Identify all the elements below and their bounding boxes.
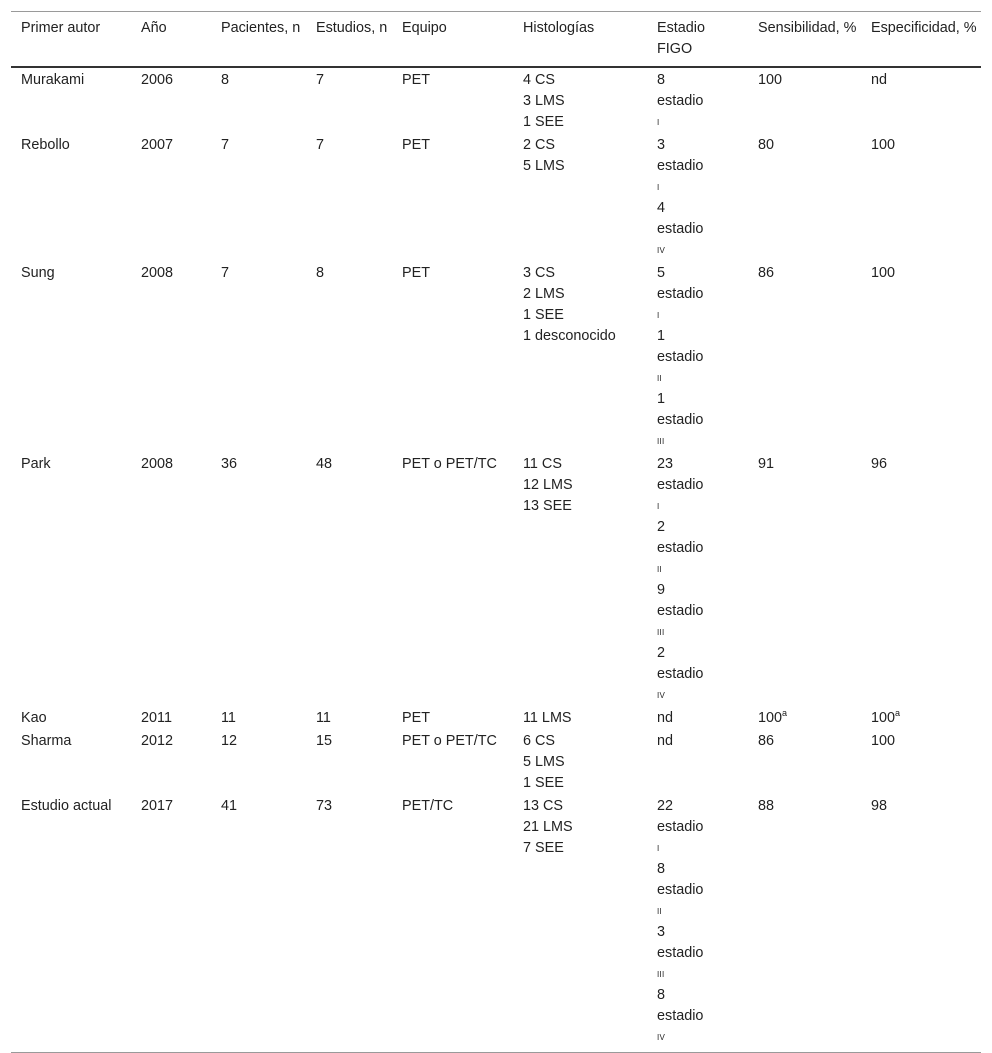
histology-line: 5 LMS: [523, 754, 565, 770]
stage-count: 23: [657, 456, 674, 472]
header-sensibilidad: Sensibilidad, %: [748, 12, 861, 68]
stage-word: estadio: [657, 477, 704, 493]
stage-label: [657, 219, 744, 240]
cell-pacientes: 8: [221, 72, 230, 88]
stage-count: 3: [657, 137, 666, 153]
cell-sensibilidad-value: 88: [758, 798, 775, 814]
stage-count: 5: [657, 265, 666, 281]
stage-word: estadio: [657, 412, 704, 428]
stage-roman: I: [657, 311, 660, 320]
cell-ano: 2008: [141, 456, 174, 472]
header-primer-autor: Primer autor: [11, 12, 131, 68]
cell-especificidad-value: 96: [871, 456, 888, 472]
histology-line: 3 CS: [523, 265, 555, 281]
stage-count: 2: [657, 519, 666, 535]
cell-especificidad-value: 98: [871, 798, 888, 814]
histology-line: 2 CS: [523, 137, 555, 153]
cell-pacientes: 36: [221, 456, 238, 472]
cell-histologias: [513, 67, 647, 133]
header-ano: Año: [131, 12, 211, 68]
cell-especificidad-value: 100: [871, 137, 896, 153]
histology-line: 12 LMS: [523, 477, 573, 493]
stage-count: 22: [657, 798, 674, 814]
cell-pacientes: 12: [221, 733, 238, 749]
cell-estadio-figo: [647, 794, 748, 1053]
histology-line: 3 LMS: [523, 93, 565, 109]
cell-especificidad: [861, 706, 981, 729]
cell-estudios: 7: [316, 137, 325, 153]
cell-sensibilidad-value: 86: [758, 265, 775, 281]
histology-line: 7 SEE: [523, 840, 564, 856]
histology-line: 6 CS: [523, 733, 555, 749]
histology-line: 2 LMS: [523, 286, 565, 302]
table-row: [11, 706, 981, 729]
cell-estadio-figo: [647, 452, 748, 706]
histology-line: 5 LMS: [523, 158, 565, 174]
cell-histologias: [513, 261, 647, 452]
cell-primer-autor: Estudio actual: [11, 794, 131, 1053]
stage-count: 8: [657, 987, 666, 1003]
header-pacientes: Pacientes, n: [211, 12, 306, 68]
cell-estadio-figo: [647, 67, 748, 133]
cell-histologias: [513, 133, 647, 261]
cell-equipo: PET: [402, 710, 430, 726]
stage-word: estadio: [657, 540, 704, 556]
stage-word: estadio: [657, 882, 704, 898]
cell-sensibilidad-value: 86: [758, 733, 775, 749]
cell-histologias: [513, 452, 647, 706]
cell-especificidad: [861, 261, 981, 452]
stage-word: estadio: [657, 945, 704, 961]
table-row: [11, 729, 981, 794]
header-row: [11, 12, 981, 68]
cell-equipo: PET o PET/TC: [402, 733, 497, 749]
stage-count: 1: [657, 391, 666, 407]
stage-roman: II: [657, 565, 663, 574]
cell-sensibilidad: [748, 729, 861, 794]
cell-ano: 2017: [131, 794, 211, 1053]
stage-roman: III: [657, 970, 665, 979]
cell-ano: 2008: [141, 265, 174, 281]
stage-label: [657, 817, 744, 838]
histology-line: 1 SEE: [523, 775, 564, 791]
stage-roman: III: [657, 628, 665, 637]
stage-label: [657, 410, 744, 431]
cell-estudios: 7: [316, 72, 325, 88]
table-row: [11, 133, 981, 261]
header-equipo: Equipo: [392, 12, 513, 68]
cell-especificidad-value: 100: [871, 710, 896, 726]
cell-equipo: PET: [402, 137, 430, 153]
cell-estudios: 15: [316, 733, 333, 749]
histology-line: 4 CS: [523, 72, 555, 88]
stage-count: 9: [657, 582, 666, 598]
cell-ano: 2007: [141, 137, 174, 153]
cell-pacientes: 11: [221, 710, 236, 726]
header-especificidad: Especificidad, %: [861, 12, 981, 68]
table-row: [11, 67, 981, 133]
cell-sensibilidad-value: 80: [758, 137, 775, 153]
stage-word: estadio: [657, 1008, 704, 1024]
stage-count: 4: [657, 200, 666, 216]
table-body: [11, 67, 981, 1053]
cell-primer-autor: Sharma: [21, 733, 72, 749]
cell-sensibilidad: [748, 67, 861, 133]
stage-label: [657, 664, 744, 685]
table-header: [11, 12, 981, 68]
histology-line: 1 SEE: [523, 307, 564, 323]
stage-roman: IV: [657, 246, 666, 255]
cell-equipo: PET o PET/TC: [402, 456, 497, 472]
stage-label: [657, 156, 744, 177]
histology-line: 13 SEE: [523, 498, 572, 514]
cell-primer-autor: Kao: [21, 710, 47, 726]
stage-label: [657, 601, 744, 622]
stage-count: 2: [657, 645, 666, 661]
table-row: [11, 794, 981, 1053]
cell-equipo: PET/TC: [392, 794, 513, 1053]
cell-ano: 2006: [141, 72, 174, 88]
cell-equipo: PET: [402, 72, 430, 88]
stage-label: [657, 943, 744, 964]
cell-especificidad-value: 100: [871, 265, 896, 281]
cell-estudios: 73: [306, 794, 392, 1053]
cell-sensibilidad: [748, 261, 861, 452]
cell-pacientes: 7: [221, 137, 230, 153]
histology-line: 11 CS: [523, 456, 562, 472]
stage-roman: I: [657, 844, 660, 853]
stage-roman: I: [657, 183, 660, 192]
cell-primer-autor: Rebollo: [21, 137, 70, 153]
cell-ano: 2011: [141, 710, 172, 726]
cell-sensibilidad-value: 91: [758, 456, 775, 472]
stage-label: [657, 880, 744, 901]
stage-count: 1: [657, 328, 666, 344]
stage-word: estadio: [657, 221, 704, 237]
stage-word: estadio: [657, 819, 704, 835]
cell-especificidad: [861, 452, 981, 706]
header-estudios: Estudios, n: [306, 12, 392, 68]
stage-count: 8: [657, 861, 666, 877]
cell-histologias: [513, 729, 647, 794]
stage-word: estadio: [657, 158, 704, 174]
stage-roman: I: [657, 502, 660, 511]
stage-label: [657, 284, 744, 305]
stage-word: estadio: [657, 349, 704, 365]
stage-word: estadio: [657, 666, 704, 682]
stage-label: [657, 475, 744, 496]
cell-especificidad: [861, 67, 981, 133]
cell-sensibilidad-value: 100: [758, 710, 783, 726]
cell-sensibilidad: [748, 452, 861, 706]
cell-estudios: 48: [316, 456, 333, 472]
stage-label: [657, 538, 744, 559]
cell-histologias: [513, 794, 647, 1053]
histology-line: 1 SEE: [523, 114, 564, 130]
table-row: [11, 452, 981, 706]
cell-especificidad: [861, 133, 981, 261]
histology-line: 1 desconocido: [523, 328, 616, 344]
cell-sensibilidad: [748, 133, 861, 261]
stage-count: 8: [657, 72, 666, 88]
cell-pacientes: 7: [221, 265, 230, 281]
stage-roman: IV: [657, 691, 666, 700]
footnote-marker: a: [895, 708, 901, 719]
stage-roman: II: [657, 907, 663, 916]
stage-count: 3: [657, 924, 666, 940]
cell-estadio-figo: [647, 261, 748, 452]
stage-label: [657, 347, 744, 368]
stage-roman: III: [657, 437, 665, 446]
histology-line: 21 LMS: [523, 819, 573, 835]
cell-primer-autor: Sung: [21, 265, 55, 281]
table-row: [11, 261, 981, 452]
histology-line: 13 CS: [523, 798, 563, 814]
cell-ano: 2012: [141, 733, 174, 749]
cell-estudios: 11: [316, 710, 331, 726]
cell-especificidad-value: 100: [871, 733, 896, 749]
footnote-marker: a: [782, 708, 788, 719]
stage-word: estadio: [657, 93, 704, 109]
comparison-table: [11, 11, 981, 1053]
stage-roman: IV: [657, 1033, 666, 1042]
cell-especificidad: [861, 794, 981, 1053]
cell-primer-autor: Park: [21, 456, 51, 472]
cell-sensibilidad: [748, 794, 861, 1053]
cell-estadio-figo: nd: [657, 733, 674, 749]
cell-histologias: [513, 706, 647, 729]
cell-pacientes: 41: [211, 794, 306, 1053]
stage-label: [657, 1006, 744, 1027]
cell-sensibilidad-value: 100: [758, 72, 783, 88]
cell-especificidad-value: nd: [871, 72, 888, 88]
header-estadio-figo: Estadio FIGO: [647, 12, 748, 68]
histology-line: 11 LMS: [523, 710, 572, 726]
stage-word: estadio: [657, 286, 704, 302]
stage-word: estadio: [657, 603, 704, 619]
cell-estudios: 8: [316, 265, 325, 281]
stage-roman: I: [657, 118, 660, 127]
table-wrapper: [11, 11, 981, 1053]
cell-especificidad: [861, 729, 981, 794]
cell-sensibilidad: [748, 706, 861, 729]
cell-equipo: PET: [402, 265, 430, 281]
cell-estadio-figo: [647, 133, 748, 261]
cell-estadio-figo: nd: [657, 710, 674, 726]
stage-roman: II: [657, 374, 663, 383]
header-histologias: Histologías: [513, 12, 647, 68]
cell-primer-autor: Murakami: [21, 72, 85, 88]
stage-label: [657, 91, 744, 112]
